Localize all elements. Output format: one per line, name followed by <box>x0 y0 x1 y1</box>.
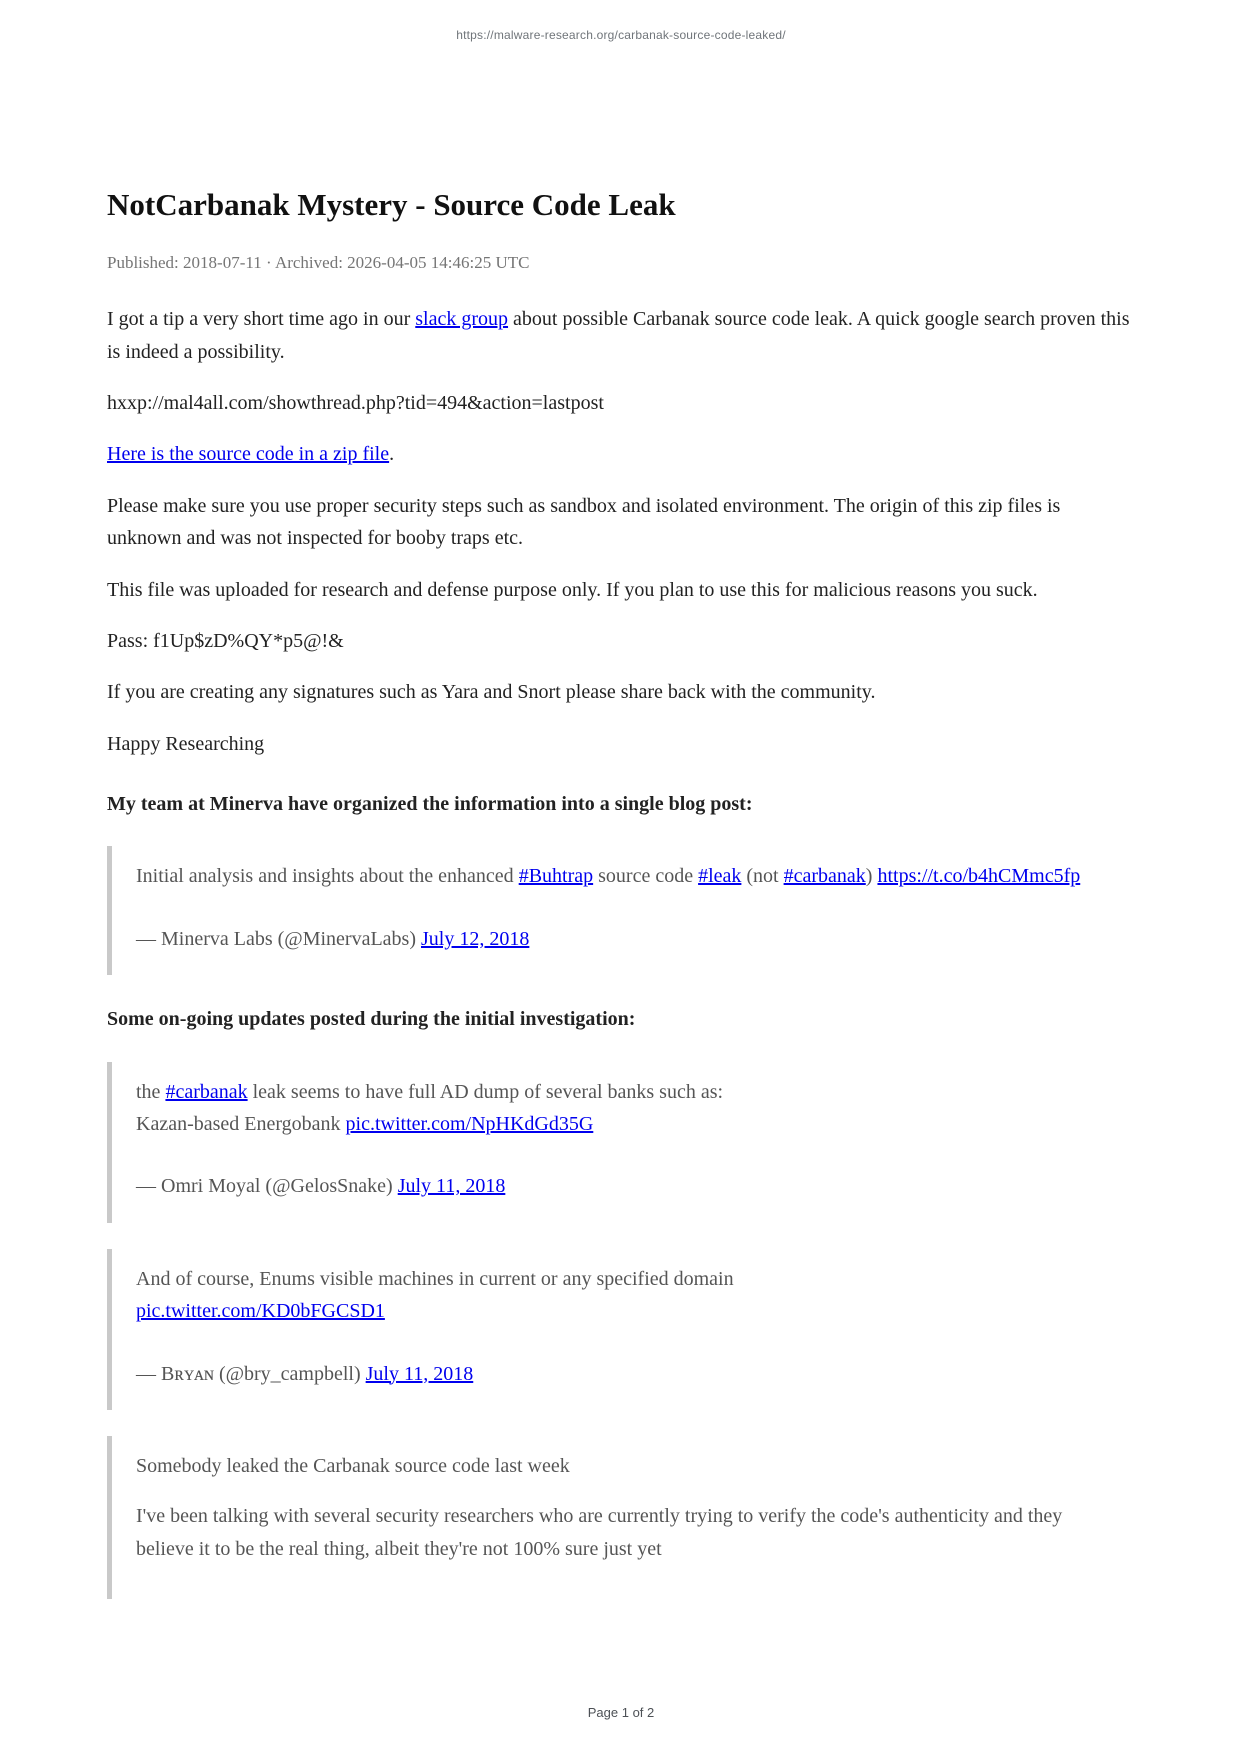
hashtag-carbanak-link[interactable]: #carbanak <box>165 1080 248 1103</box>
tweet-quote-minerva <box>107 846 1135 975</box>
hashtag-carbanak-link[interactable]: #carbanak <box>783 865 866 888</box>
page-title: NotCarbanak Mystery - Source Code Leak <box>107 187 676 222</box>
heading-ongoing-updates: Some on-going updates posted during the initial investigation: <box>107 1008 636 1031</box>
paragraph-signatures: If you are creating any signatures such as Yara and Snort please share back with the community. <box>107 681 876 704</box>
heading-minerva-blog-post: My team at Minerva have organized the information into a single blog post: <box>107 793 753 816</box>
paragraph-closing: Happy Researching <box>107 732 265 755</box>
slack-group-link[interactable]: slack group <box>415 308 509 331</box>
paragraph-zip-link: Here is the source code in a zip file. <box>107 443 395 466</box>
hashtag-leak-link[interactable]: #leak <box>698 865 742 888</box>
tweet-text: the #carbanak leak seems to have full AD dump of several banks such as: Kazan-based Energobank pic.twitter.com/NpHKdGd35G <box>136 1080 724 1136</box>
tweet-text: And of course, Enums visible machines in current or any specified domain pic.twitter.com/KD0bFGCSD1 <box>136 1267 734 1323</box>
paragraph-thread-url: hxxp://mal4all.com/showthread.php?tid=494&action=lastpost <box>107 391 604 414</box>
paragraph-password: Pass: f1Up$zD%QY*p5@!& <box>107 629 344 652</box>
tweet-attribution: — Bʀʏᴀɴ (@bry_campbell) July 11, 2018 <box>136 1362 474 1385</box>
gelossnake-tweet-date-link[interactable]: July 11, 2018 <box>397 1175 506 1198</box>
tweet-text: Initial analysis and insights about the enhanced #Buhtrap source code #leak (not #carbanak) https://t.co/b4hCMmc5fp <box>136 865 1081 888</box>
tco-link[interactable]: https://t.co/b4hCMmc5fp <box>877 865 1081 888</box>
pic-twitter-nphkdgd35g-link[interactable]: pic.twitter.com/NpHKdGd35G <box>345 1113 594 1136</box>
tweet-quote-somebody-leaked <box>107 1436 1135 1599</box>
page-number-footer: Page 1 of 2 <box>587 1705 655 1720</box>
tweet-attribution: — Minerva Labs (@MinervaLabs) July 12, 2018 <box>136 927 530 950</box>
pic-twitter-kd0bfgcsd1-link[interactable]: pic.twitter.com/KD0bFGCSD1 <box>136 1300 385 1323</box>
published-archived-meta: Published: 2018-07-11 · Archived: 2026-04-05 14:46:25 UTC <box>107 253 530 273</box>
tweet-attribution: — Omri Moyal (@GelosSnake) July 11, 2018 <box>136 1175 506 1198</box>
article <box>107 186 1135 1625</box>
tweet-text: I've been talking with several security researchers who are currently trying to verify the code's authenticity and they believe it to be the real thing, albeit they're not 100% sure just yet <box>136 1505 1063 1560</box>
print-header-url: https://malware-research.org/carbanak-source-code-leaked/ <box>456 28 786 42</box>
zip-file-link[interactable]: Here is the source code in a zip file <box>107 443 390 466</box>
tweet-quote-gelossnake <box>107 1062 1135 1223</box>
hashtag-buhtrap-link[interactable]: #Buhtrap <box>518 865 594 888</box>
minerva-tweet-date-link[interactable]: July 12, 2018 <box>421 927 530 950</box>
tweet-text: Somebody leaked the Carbanak source code last week <box>136 1455 570 1477</box>
paragraph-intro: I got a tip a very short time ago in our slack group about possible Carbanak source code leak. A quick google search proven this is indeed a possibility. <box>107 308 1130 363</box>
paragraph-purpose: This file was uploaded for research and defense purpose only. If you plan to use this for malicious reasons you suck. <box>107 578 1038 601</box>
bryan-tweet-date-link[interactable]: July 11, 2018 <box>365 1362 474 1385</box>
paragraph-security-warning: Please make sure you use proper security steps such as sandbox and isolated environment. The origin of this zip files is unknown and was not inspected for booby traps etc. <box>107 494 1061 550</box>
tweet-quote-bryan <box>107 1249 1135 1410</box>
